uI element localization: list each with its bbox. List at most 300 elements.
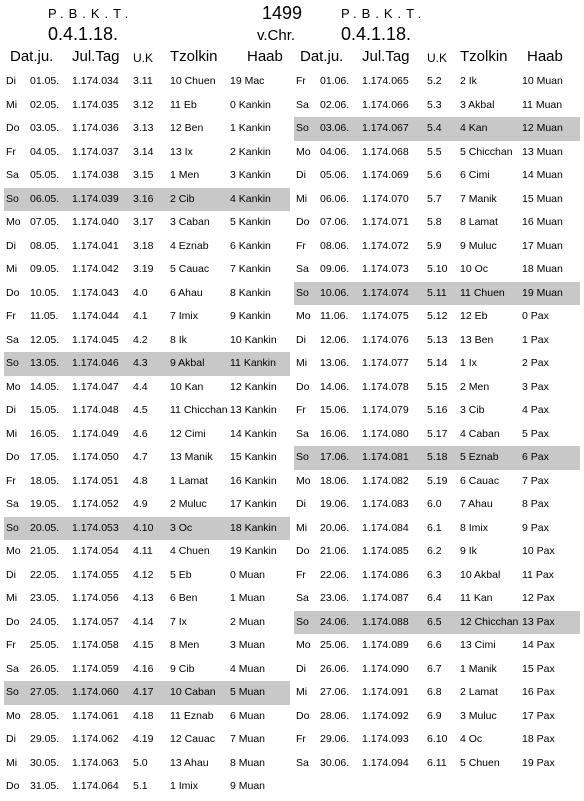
table-row	[294, 94, 580, 118]
haab-value: 15 Pax	[522, 662, 555, 675]
right-pbkt-date: 0.4.1.18.	[341, 24, 412, 44]
tzolkin-value: 12 Chicchan	[460, 615, 519, 628]
weekday: Fr	[296, 239, 306, 252]
tzolkin-value: 7 Imix	[170, 310, 199, 322]
julian-day: 1.174.074	[362, 286, 409, 299]
weekday: Do	[6, 286, 20, 299]
julian-date: 20.06.	[320, 521, 350, 534]
julian-day: 1.174.055	[72, 568, 119, 581]
julian-day: 1.174.034	[72, 75, 119, 87]
julian-date: 13.06.	[320, 357, 350, 369]
weekday: So	[6, 521, 19, 534]
julian-day: 1.174.057	[72, 615, 119, 628]
tzolkin-value: 2 Lamat	[460, 686, 498, 698]
weekday: So	[296, 451, 309, 463]
table-row	[4, 587, 290, 611]
weekday: Mo	[6, 709, 21, 722]
table-row-sunday	[4, 188, 290, 212]
uk-value: 5.13	[427, 333, 448, 346]
table-row-sunday	[294, 446, 580, 470]
table-row	[294, 305, 580, 329]
haab-value: 8 Pax	[522, 498, 549, 510]
julian-date: 30.06.	[320, 756, 350, 769]
julian-day: 1.174.040	[72, 216, 119, 228]
tzolkin-value: 3 Cib	[460, 404, 485, 416]
header-date: Dat.ju.	[10, 48, 54, 65]
tzolkin-value: 1 Ix	[460, 357, 477, 369]
haab-value: 9 Pax	[522, 521, 549, 534]
weekday: Mi	[6, 592, 18, 604]
tzolkin-value: 6 Ben	[170, 592, 198, 604]
uk-value: 3.13	[133, 122, 154, 134]
header-tzolkin: Tzolkin	[170, 48, 218, 65]
julian-date: 03.05.	[30, 122, 60, 134]
haab-value: 19 Mac	[230, 75, 265, 87]
haab-value: 6 Pax	[522, 451, 549, 463]
table-row	[294, 164, 580, 188]
tzolkin-value: 4 Eznab	[170, 239, 209, 252]
tzolkin-value: 6 Ahau	[170, 286, 203, 299]
tzolkin-value: 8 Men	[170, 639, 200, 651]
uk-value: 3.17	[133, 216, 154, 228]
uk-value: 4.16	[133, 662, 154, 675]
julian-date: 13.05.	[30, 357, 60, 369]
weekday: Sa	[6, 662, 19, 675]
julian-date: 03.06.	[320, 122, 350, 134]
julian-day: 1.174.077	[362, 357, 409, 369]
tzolkin-value: 4 Chuen	[170, 545, 210, 557]
julian-day: 1.174.037	[72, 145, 119, 158]
uk-value: 5.10	[427, 263, 448, 275]
uk-value: 6.6	[427, 639, 442, 651]
tzolkin-value: 10 Caban	[170, 686, 216, 698]
julian-day: 1.174.051	[72, 474, 119, 487]
julian-date: 07.06.	[320, 216, 350, 228]
julian-date: 15.05.	[30, 404, 60, 416]
tzolkin-value: 5 Eb	[170, 568, 192, 581]
julian-date: 31.05.	[30, 780, 60, 792]
haab-value: 3 Muan	[230, 639, 266, 651]
julian-date: 01.05.	[30, 75, 60, 87]
julian-date: 21.06.	[320, 545, 350, 557]
tzolkin-value: 13 Ahau	[170, 756, 209, 769]
julian-day: 1.174.064	[72, 780, 119, 792]
julian-date: 26.06.	[320, 662, 350, 675]
julian-day: 1.174.047	[72, 380, 119, 393]
weekday: Fr	[6, 474, 16, 487]
julian-date: 11.06.	[320, 310, 349, 322]
haab-value: 6 Muan	[230, 709, 266, 722]
table-row	[4, 611, 290, 635]
uk-value: 6.0	[427, 498, 442, 510]
weekday: Mo	[296, 474, 311, 487]
haab-value: 10 Kankin	[230, 333, 277, 346]
tzolkin-value: 3 Akbal	[460, 98, 495, 111]
tzolkin-value: 11 Eznab	[170, 709, 214, 722]
table-row	[294, 587, 580, 611]
uk-value: 4.3	[133, 357, 148, 369]
tzolkin-value: 13 Ix	[170, 145, 193, 158]
table-row	[4, 540, 290, 564]
table-row-sunday	[4, 352, 290, 376]
julian-date: 28.06.	[320, 709, 350, 722]
uk-value: 4.14	[133, 615, 154, 628]
haab-value: 16 Muan	[522, 216, 563, 228]
haab-value: 2 Pax	[522, 357, 549, 369]
uk-value: 5.1	[133, 780, 148, 792]
weekday: Mo	[6, 380, 21, 393]
julian-date: 06.05.	[30, 192, 60, 205]
table-row	[294, 141, 580, 165]
uk-value: 5.19	[427, 474, 448, 487]
uk-value: 3.15	[133, 169, 154, 181]
uk-value: 3.16	[133, 192, 154, 205]
julian-date: 16.06.	[320, 427, 350, 440]
weekday: Mi	[296, 686, 308, 698]
uk-value: 5.5	[427, 145, 442, 158]
julian-day: 1.174.088	[362, 615, 409, 628]
uk-value: 4.7	[133, 451, 148, 463]
uk-value: 5.15	[427, 380, 448, 393]
haab-value: 11 Kankin	[230, 357, 276, 369]
weekday: Sa	[296, 427, 309, 440]
right-pbkt-label: P.B.K.T.	[341, 6, 427, 21]
haab-value: 2 Kankin	[230, 145, 271, 158]
julian-date: 24.05.	[30, 615, 60, 628]
table-row	[4, 423, 290, 447]
haab-value: 19 Muan	[522, 286, 563, 299]
julian-date: 24.06.	[320, 615, 350, 628]
table-row	[294, 423, 580, 447]
julian-day: 1.174.044	[72, 310, 119, 322]
julian-date: 09.06.	[320, 263, 350, 275]
weekday: Do	[6, 122, 20, 134]
tzolkin-value: 7 Manik	[460, 192, 497, 205]
table-row	[4, 211, 290, 235]
julian-day: 1.174.073	[362, 263, 409, 275]
julian-date: 30.05.	[30, 756, 60, 769]
tzolkin-value: 7 Ix	[170, 615, 187, 628]
uk-value: 5.17	[427, 427, 448, 440]
julian-day: 1.174.090	[362, 662, 409, 675]
haab-value: 11 Muan	[522, 98, 563, 111]
table-row	[4, 70, 290, 94]
julian-day: 1.174.065	[362, 75, 409, 87]
table-row-sunday	[294, 117, 580, 141]
weekday: Di	[6, 239, 16, 252]
haab-value: 14 Muan	[522, 169, 563, 181]
julian-day: 1.174.039	[72, 192, 119, 205]
era-label: v.Chr.	[257, 27, 296, 44]
julian-day: 1.174.045	[72, 333, 119, 346]
julian-day: 1.174.080	[362, 427, 409, 440]
tzolkin-value: 2 Cib	[170, 192, 195, 205]
weekday: Di	[6, 568, 16, 581]
julian-date: 25.05.	[30, 639, 60, 651]
julian-day: 1.174.078	[362, 380, 409, 393]
table-row	[4, 493, 290, 517]
uk-value: 5.2	[427, 75, 442, 87]
julian-day: 1.174.091	[362, 686, 409, 698]
julian-date: 04.06.	[320, 145, 350, 158]
haab-value: 9 Muan	[230, 780, 266, 792]
tzolkin-value: 9 Muluc	[460, 239, 497, 252]
may-column	[4, 48, 290, 799]
haab-value: 8 Muan	[230, 756, 266, 769]
julian-date: 09.05.	[30, 263, 60, 275]
weekday: Fr	[296, 568, 306, 581]
weekday: Mi	[296, 521, 308, 534]
left-pbkt-date: 0.4.1.18.	[48, 24, 119, 44]
table-row	[294, 564, 580, 588]
table-row	[294, 752, 580, 776]
weekday: Di	[296, 498, 306, 510]
tzolkin-value: 4 Caban	[460, 427, 500, 440]
weekday: Mo	[296, 145, 311, 158]
weekday: Sa	[296, 98, 309, 111]
header-haab: Haab	[527, 48, 563, 65]
haab-value: 18 Pax	[522, 733, 555, 745]
table-row	[294, 329, 580, 353]
julian-day: 1.174.085	[362, 545, 409, 557]
uk-value: 5.0	[133, 756, 148, 769]
uk-value: 4.1	[133, 310, 148, 322]
tzolkin-value: 1 Lamat	[170, 474, 208, 487]
weekday: So	[6, 686, 19, 698]
weekday: Mi	[6, 263, 18, 275]
uk-value: 4.5	[133, 404, 148, 416]
haab-value: 8 Kankin	[230, 286, 271, 299]
julian-date: 17.05.	[30, 451, 60, 463]
table-row-sunday	[294, 611, 580, 635]
julian-day: 1.174.062	[72, 733, 119, 745]
julian-date: 23.06.	[320, 592, 350, 604]
header-date: Dat.ju.	[300, 48, 344, 65]
uk-value: 5.4	[427, 122, 442, 134]
uk-value: 4.13	[133, 592, 154, 604]
weekday: Di	[6, 75, 16, 87]
weekday: Fr	[6, 310, 16, 322]
uk-value: 6.11	[427, 756, 447, 769]
julian-day: 1.174.060	[72, 686, 119, 698]
tzolkin-value: 13 Cimi	[460, 639, 496, 651]
table-row	[4, 446, 290, 470]
julian-day: 1.174.061	[72, 709, 119, 722]
table-row	[4, 235, 290, 259]
table-row	[4, 117, 290, 141]
tzolkin-value: 2 Men	[460, 380, 490, 393]
tzolkin-value: 3 Caban	[170, 216, 210, 228]
tzolkin-value: 5 Eznab	[460, 451, 499, 463]
haab-value: 11 Pax	[522, 568, 554, 581]
tzolkin-value: 10 Oc	[460, 263, 489, 275]
julian-day: 1.174.052	[72, 498, 119, 510]
weekday: So	[296, 122, 309, 134]
table-row	[4, 752, 290, 776]
julian-date: 07.05.	[30, 216, 60, 228]
table-row	[294, 728, 580, 752]
weekday: Sa	[296, 756, 309, 769]
haab-value: 13 Kankin	[230, 404, 277, 416]
julian-day: 1.174.087	[362, 592, 409, 604]
haab-value: 16 Kankin	[230, 474, 277, 487]
julian-date: 26.05.	[30, 662, 60, 675]
haab-value: 5 Kankin	[230, 216, 271, 228]
julian-date: 10.06.	[320, 286, 350, 299]
julian-day: 1.174.082	[362, 474, 409, 487]
julian-day: 1.174.094	[362, 756, 409, 769]
haab-value: 1 Pax	[522, 333, 549, 346]
uk-value: 3.12	[133, 98, 154, 111]
julian-day: 1.174.059	[72, 662, 119, 675]
column-header	[294, 48, 580, 70]
weekday: Sa	[296, 263, 309, 275]
haab-value: 0 Muan	[230, 568, 266, 581]
julian-day: 1.174.048	[72, 404, 119, 416]
haab-value: 17 Muan	[522, 239, 563, 252]
tzolkin-value: 12 Ben	[170, 122, 204, 134]
table-row	[4, 305, 290, 329]
weekday: Fr	[6, 639, 16, 651]
uk-value: 3.11	[133, 75, 153, 87]
weekday: Sa	[6, 498, 19, 510]
tzolkin-value: 8 Lamat	[460, 216, 498, 228]
haab-value: 17 Pax	[522, 709, 555, 722]
tzolkin-value: 1 Manik	[460, 662, 497, 675]
table-row	[294, 681, 580, 705]
julian-date: 05.05.	[30, 169, 60, 181]
haab-value: 12 Kankin	[230, 380, 277, 393]
haab-value: 0 Pax	[522, 310, 549, 322]
julian-date: 27.06.	[320, 686, 350, 698]
julian-day: 1.174.081	[362, 451, 409, 463]
julian-day: 1.174.086	[362, 568, 409, 581]
uk-value: 4.11	[133, 545, 153, 557]
tzolkin-value: 12 Cimi	[170, 427, 206, 440]
table-row-sunday	[4, 681, 290, 705]
table-row	[294, 705, 580, 729]
uk-value: 6.4	[427, 592, 442, 604]
table-row	[4, 728, 290, 752]
julian-day: 1.174.036	[72, 122, 119, 134]
julian-date: 27.05.	[30, 686, 60, 698]
june-column	[294, 48, 580, 775]
weekday: Fr	[296, 75, 306, 87]
table-row	[4, 399, 290, 423]
julian-date: 29.05.	[30, 733, 60, 745]
tzolkin-value: 6 Cimi	[460, 169, 490, 181]
tzolkin-value: 11 Eb	[170, 98, 197, 111]
julian-date: 22.06.	[320, 568, 350, 581]
table-row	[294, 352, 580, 376]
table-row	[4, 658, 290, 682]
uk-value: 4.4	[133, 380, 148, 393]
tzolkin-value: 4 Oc	[460, 733, 483, 745]
table-row	[4, 282, 290, 306]
tzolkin-value: 3 Oc	[170, 521, 193, 534]
column-header	[4, 48, 290, 70]
julian-day: 1.174.054	[72, 545, 119, 557]
uk-value: 3.18	[133, 239, 154, 252]
haab-value: 5 Pax	[522, 427, 549, 440]
table-row	[294, 540, 580, 564]
weekday: Di	[296, 333, 306, 346]
tzolkin-value: 1 Men	[170, 169, 200, 181]
haab-value: 9 Kankin	[230, 310, 271, 322]
table-row	[294, 70, 580, 94]
julian-date: 17.06.	[320, 451, 350, 463]
uk-value: 6.7	[427, 662, 442, 675]
haab-value: 18 Muan	[522, 263, 563, 275]
weekday: So	[296, 286, 309, 299]
julian-day: 1.174.070	[362, 192, 409, 205]
tzolkin-value: 9 Akbal	[170, 357, 205, 369]
weekday: Fr	[296, 404, 306, 416]
julian-day: 1.174.063	[72, 756, 119, 769]
table-row	[294, 376, 580, 400]
haab-value: 19 Pax	[522, 756, 555, 769]
tzolkin-value: 5 Cauac	[170, 263, 210, 275]
julian-day: 1.174.053	[72, 521, 119, 534]
julian-day: 1.174.043	[72, 286, 119, 299]
julian-date: 21.05.	[30, 545, 60, 557]
julian-day: 1.174.041	[72, 239, 119, 252]
haab-value: 7 Pax	[522, 474, 549, 487]
julian-date: 25.06.	[320, 639, 350, 651]
julian-day: 1.174.079	[362, 404, 409, 416]
table-row	[4, 376, 290, 400]
tzolkin-value: 13 Ben	[460, 333, 494, 346]
julian-day: 1.174.056	[72, 592, 119, 604]
tzolkin-value: 1 Imix	[170, 780, 199, 792]
tzolkin-value: 3 Muluc	[460, 709, 497, 722]
table-row	[294, 211, 580, 235]
haab-value: 18 Kankin	[230, 521, 277, 534]
haab-value: 15 Muan	[522, 192, 563, 205]
haab-value: 7 Muan	[230, 733, 266, 745]
uk-value: 4.8	[133, 474, 148, 487]
table-row	[4, 634, 290, 658]
table-row	[294, 235, 580, 259]
julian-date: 18.05.	[30, 474, 60, 487]
tzolkin-value: 8 Ik	[170, 333, 187, 346]
table-row-sunday	[4, 517, 290, 541]
julian-date: 23.05.	[30, 592, 60, 604]
tzolkin-value: 9 Cib	[170, 662, 195, 675]
uk-value: 3.14	[133, 145, 154, 158]
weekday: Mi	[6, 98, 18, 111]
tzolkin-value: 4 Kan	[460, 122, 488, 134]
uk-value: 5.3	[427, 98, 442, 111]
tzolkin-value: 11 Chuen	[460, 286, 505, 299]
weekday: Do	[296, 216, 310, 228]
haab-value: 14 Pax	[522, 639, 555, 651]
julian-date: 14.06.	[320, 380, 350, 393]
table-row	[294, 470, 580, 494]
weekday: Mo	[296, 310, 311, 322]
haab-value: 16 Pax	[522, 686, 555, 698]
julian-date: 04.05.	[30, 145, 60, 158]
tzolkin-value: 6 Cauac	[460, 474, 500, 487]
left-pbkt-label: P.B.K.T.	[48, 6, 134, 21]
weekday: Do	[6, 451, 20, 463]
haab-value: 17 Kankin	[230, 498, 277, 510]
uk-value: 6.3	[427, 568, 442, 581]
julian-date: 08.06.	[320, 239, 350, 252]
julian-day: 1.174.038	[72, 169, 119, 181]
julian-day: 1.174.072	[362, 239, 409, 252]
tzolkin-value: 5 Chuen	[460, 756, 500, 769]
